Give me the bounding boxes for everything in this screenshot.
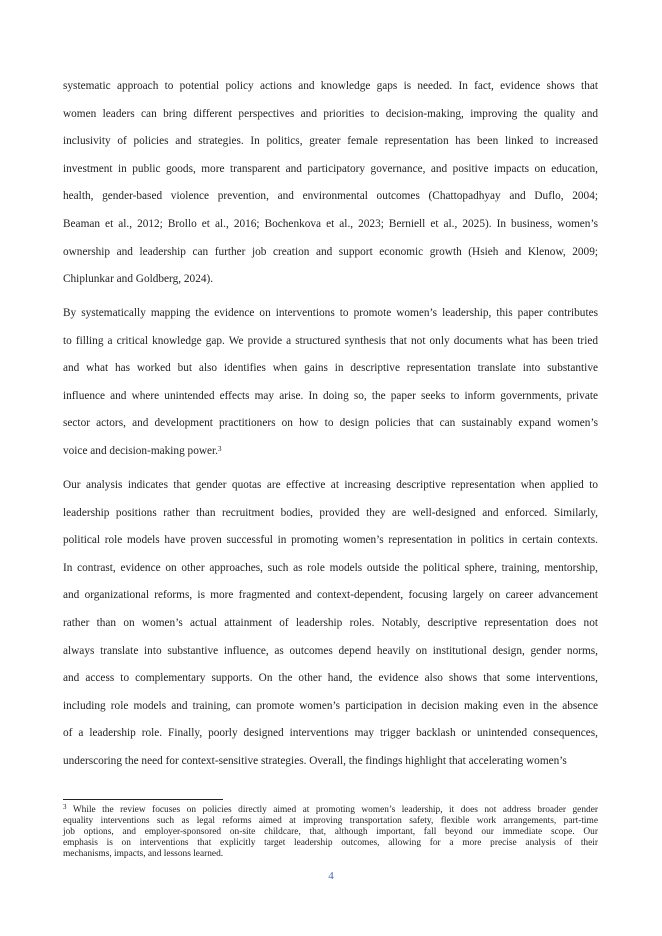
paragraph-line: investment in public goods, more transparent and participatory governance, and positive impacts on education, bbox=[63, 162, 598, 175]
paragraph-line: systematic approach to potential policy actions and knowledge gaps is needed. In fact, evidence shows that bbox=[63, 80, 598, 92]
footnote-line: equality interventions such as legal reforms aimed at improving transportation safety, flexible work arrangements, part-time bbox=[63, 816, 598, 826]
footnote-line: mechanisms, impacts, and lessons learned. bbox=[63, 849, 224, 859]
paragraph-line: Beaman et al., 2012; Brollo et al., 2016; Bochenkova et al., 2023; Berniell et al., 2025). In business, women’s bbox=[63, 218, 598, 230]
paragraph-line: sector actors, and development practitioners on how to design policies that can sustainably expand women’s bbox=[63, 417, 598, 430]
paragraph-line: and access to complementary supports. On the other hand, the evidence also shows that some interventions, bbox=[63, 672, 598, 685]
footnote-divider bbox=[63, 799, 223, 800]
paragraph-line: voice and decision-making power.$^3$ bbox=[63, 445, 222, 457]
paragraph-line: Chiplunkar and Goldberg, 2024). bbox=[63, 273, 214, 286]
paragraph-line: and what has worked but also identifies when gains in descriptive representation translate into substantive bbox=[63, 362, 598, 375]
paragraph-line: In contrast, evidence on other approaches, such as role models outside the political sphere, training, mentorship, bbox=[63, 561, 598, 574]
paragraph-line: influence and where unintended effects may arise. In doing so, the paper seeks to inform governments, private bbox=[63, 389, 598, 402]
footnote-line: job options, and employer-sponsored on-site childcare, that, although important, fall beyond our immediate scope. Our bbox=[63, 827, 598, 837]
paragraph-line: rather than on women’s actual attainment of leadership roles. Notably, descriptive representation does not bbox=[63, 617, 598, 629]
paragraph-line: always translate into substantive influence, as outcomes depend heavily on institutional design, gender norms, bbox=[63, 644, 598, 657]
footnote-reference[interactable]: 3 bbox=[217, 445, 222, 453]
footnote-number: 3 bbox=[63, 803, 67, 811]
paragraph-line: Our analysis indicates that gender quotas are effective at increasing descriptive representation when applied to bbox=[63, 479, 598, 491]
paragraph-line: political role models have proven successful in promoting women’s representation in politics in certain contexts. bbox=[63, 534, 598, 547]
paragraph-line: ownership and leadership can further job creation and support economic growth (Hsieh and Klenow, 2009; bbox=[63, 245, 598, 258]
paragraph-line: inclusivity of policies and strategies. In politics, greater female representation has been linked to increased bbox=[63, 135, 598, 148]
paragraph-line: women leaders can bring different perspectives and priorities to decision-making, improving the quality and bbox=[63, 107, 598, 120]
paragraph-line: including role models and training, can promote women’s participation in decision making even in the absence bbox=[63, 699, 598, 712]
paragraph-line: and organizational reforms, is more fragmented and context-dependent, focusing largely on career advancement bbox=[63, 589, 598, 602]
paragraph-line: health, gender-based violence prevention, and environmental outcomes (Chattopadhyay and Duflo, 2004; bbox=[63, 190, 598, 203]
footnote-line: emphasis is on interventions that explicitly target leadership outcomes, allowing for a more precise analysis of their bbox=[63, 838, 598, 848]
page-number: 4 bbox=[328, 870, 334, 882]
footnote-line: $^3$ While the review focuses on policies directly aimed at promoting women’s leadership, it does not address broader gender bbox=[63, 803, 598, 815]
paragraph-line: leadership positions rather than recruitment bodies, provided they are well-designed and enforced. Similarly, bbox=[63, 506, 598, 519]
paragraph-line: By systematically mapping the evidence on interventions to promote women’s leadership, this paper contributes bbox=[63, 307, 598, 319]
paragraph-line: underscoring the need for context-sensitive strategies. Overall, the findings highlight that accelerating women’s bbox=[63, 755, 567, 767]
paragraph-line: of a leadership role. Finally, poorly designed interventions may trigger backlash or unintended consequences, bbox=[63, 727, 598, 740]
paragraph-line: to filling a critical knowledge gap. We provide a structured synthesis that not only documents what has been tried bbox=[63, 334, 598, 347]
